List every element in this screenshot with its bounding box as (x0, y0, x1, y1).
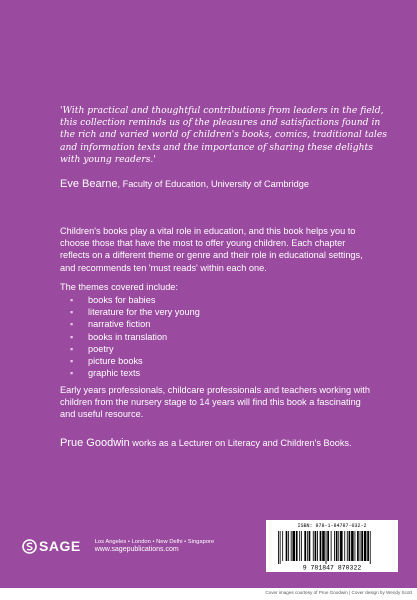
barcode-bar (317, 531, 318, 561)
publisher-block (22, 538, 214, 554)
theme-label: literature for the very young (88, 307, 200, 318)
barcode-bar (288, 531, 289, 561)
barcode-bar (336, 531, 338, 561)
theme-label: narrative fiction (88, 319, 151, 330)
barcode-bar (286, 531, 288, 561)
barcode-bar (282, 531, 283, 561)
publisher-website[interactable]: www.sagepublications.com (94, 546, 179, 553)
bullet-icon: ▪ (70, 295, 74, 305)
endorser-name: Eve Bearne (60, 178, 118, 190)
list-item (60, 318, 200, 330)
sage-logo-icon (22, 539, 37, 554)
barcode-bar (320, 531, 322, 561)
list-item (60, 355, 200, 367)
isbn-label: ISBN: 978-1-84787-032-2 (297, 523, 367, 529)
author-name: Prue Goodwin (60, 437, 130, 449)
quote-line: 'With practical and thoughtful contributions from leaders in the field, (60, 105, 384, 116)
description-line: choose those that have the most to offer young children. Each chapter (60, 238, 346, 249)
bullet-icon: ▪ (70, 331, 74, 342)
barcode-icon (274, 531, 390, 571)
barcode-bar (291, 531, 292, 561)
theme-label: picture books (88, 356, 143, 367)
barcode-bar (361, 531, 363, 561)
barcode-bar (370, 531, 371, 564)
list-item (60, 331, 200, 343)
barcode-bar (334, 531, 335, 561)
barcode-bar (304, 531, 306, 561)
author-description: works as a Lecturer on Literacy and Children's Books. (129, 438, 352, 448)
closing-line: and useful resource. (60, 409, 144, 420)
list-item (60, 306, 200, 318)
quote-line: with young readers.' (60, 153, 156, 165)
description-line: and recommends ten 'must reads' within each one. (60, 262, 267, 273)
barcode-number: 9 781847 870322 (302, 564, 362, 571)
barcode-bar (349, 531, 351, 561)
barcode-bar (327, 531, 329, 561)
barcode-bar (309, 531, 311, 561)
barcode-bar (299, 531, 300, 561)
barcode-bar (296, 531, 298, 561)
theme-label: graphic texts (88, 368, 141, 379)
barcode-bar (340, 531, 343, 561)
theme-label: poetry (88, 343, 114, 354)
quote-line: this collection reminds us of the pleasures and satisfactions found in (60, 117, 381, 129)
barcode-bar (313, 531, 314, 561)
sage-logo-text: SAGE (39, 538, 81, 554)
closing-line: children from the nursery stage to 14 years will find this book a fascinating (60, 397, 361, 408)
closing-line: Early years professionals, childcare professionals and teachers working with (60, 385, 370, 395)
theme-label: books in translation (88, 331, 168, 342)
list-item (60, 294, 200, 306)
bullet-icon: ▪ (70, 368, 74, 379)
barcode-bar (301, 531, 302, 561)
theme-label: books for babies (88, 295, 156, 305)
quote-line: and information texts and the importance of sharing these delights (60, 141, 373, 153)
bullet-icon: ▪ (70, 319, 74, 330)
barcode-bar (355, 531, 356, 561)
barcode-bar (351, 531, 354, 561)
quote-attribution (60, 178, 309, 190)
barcode-bar (367, 531, 369, 561)
publisher-cities: Los Angeles • London • New Delhi • Singapore (94, 539, 215, 545)
barcode-bar (331, 531, 332, 561)
themes-intro: The themes covered include: (60, 282, 178, 292)
bullet-icon: ▪ (70, 307, 74, 318)
barcode-bar (344, 531, 345, 561)
barcode-bar (347, 531, 348, 561)
bullet-icon: ▪ (70, 356, 74, 367)
author-bio (60, 437, 352, 449)
barcode-bar (360, 531, 361, 561)
closing-paragraph (60, 384, 380, 421)
book-description (60, 225, 380, 274)
barcode-bar (364, 531, 367, 561)
barcode-bar (322, 531, 325, 561)
bullet-icon: ▪ (70, 343, 74, 354)
barcode-bar (338, 531, 339, 561)
barcode-box (266, 520, 398, 572)
sage-logo (22, 538, 81, 554)
endorser-affiliation: , Faculty of Education, University of Cambridge (117, 179, 309, 189)
quote-line: the rich and varied world of children's books, comics, traditional tales (60, 129, 387, 141)
barcode-bar (315, 531, 317, 561)
list-item (60, 367, 200, 379)
cover-credits: Cover images courtesy of Prue Goodwin | Cover design by Wendy Scott (265, 590, 412, 595)
description-line: reflects on a different theme or genre and their role in educational settings, (60, 250, 363, 261)
themes-list (60, 294, 200, 379)
endorsement-quote (60, 105, 387, 166)
barcode-bar (357, 531, 359, 561)
publisher-info (95, 538, 215, 554)
barcode-bar (278, 531, 279, 564)
barcode-bar (326, 531, 327, 564)
barcode-bar (280, 531, 281, 564)
barcode-bar (292, 531, 295, 561)
description-line: Children's books play a vital role in education, and this book helps you to (60, 226, 356, 236)
list-item (60, 343, 200, 355)
barcode-bar (307, 531, 308, 561)
